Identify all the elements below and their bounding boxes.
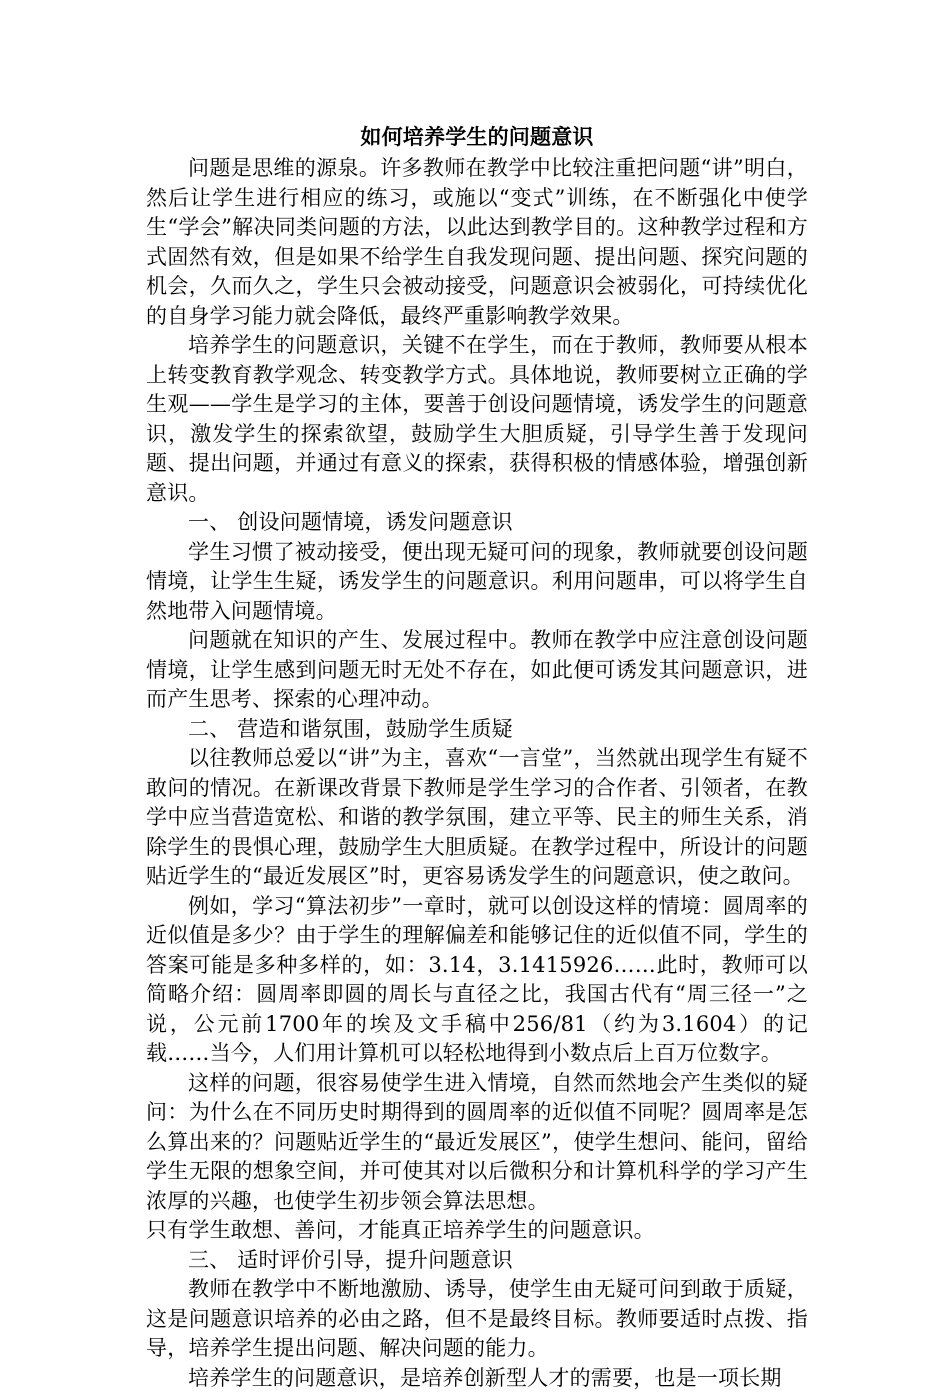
paragraph-section1-b: 问题就在知识的产生、发展过程中。教师在教学中应注意创设问题情境，让学生感到问题无时无处不存在，如此便可诱发其问题意识，进而产生思考、探索的心理冲动。 — [146, 626, 808, 715]
paragraph-section2-summary: 只有学生敢想、善问，才能真正培养学生的问题意识。 — [146, 1216, 808, 1246]
paragraph-section2-example: 例如，学习“算法初步”一章时，就可以创设这样的情境：圆周率的近似值是多少？由于学生的理解偏差和能够记住的近似值不同，学生的答案可能是多种多样的，如：3.14，3.1415926……此时，教师可以简略介绍：圆周率即圆的周长与直径之比，我国古代有“周三径一”之说，公元前1700年的埃及文手稿中256/81（约为3.1604）的记载……当今，人们用计算机可以轻松地得到小数点后上百万位数字。 — [146, 892, 808, 1069]
paragraph-key-point: 培养学生的问题意识，关键不在学生，而在于教师，教师要从根本上转变教育教学观念、转变教学方式。具体地说，教师要树立正确的学生观——学生是学习的主体，要善于创设问题情境，诱发学生的问题意识，激发学生的探索欲望，鼓励学生大胆质疑，引导学生善于发现问题、提出问题，并通过有意义的探索，获得积极的情感体验，增强创新意识。 — [146, 331, 808, 508]
paragraph-section2-c: 这样的问题，很容易使学生进入情境，自然而然地会产生类似的疑问：为什么在不同历史时期得到的圆周率的近似值不同呢？圆周率是怎么算出来的？问题贴近学生的“最近发展区”，使学生想问、能问，留给学生无限的想象空间，并可使其对以后微积分和计算机科学的学习产生浓厚的兴趣，也使学生初步领会算法思想。 — [146, 1069, 808, 1217]
section-heading-3: 三、 适时评价引导，提升问题意识 — [146, 1246, 808, 1276]
paragraph-section1-a: 学生习惯了被动接受，便出现无疑可问的现象，教师就要创设问题情境，让学生生疑，诱发学生的问题意识。利用问题串，可以将学生自然地带入问题情境。 — [146, 538, 808, 627]
section-heading-1: 一、 创设问题情境，诱发问题意识 — [146, 508, 808, 538]
document-body — [146, 118, 808, 1393]
paragraph-intro: 问题是思维的源泉。许多教师在教学中比较注重把问题“讲”明白，然后让学生进行相应的练习，或施以“变式”训练，在不断强化中使学生“学会”解决同类问题的方法，以此达到教学目的。这种教学过程和方式固然有效，但是如果不给学生自我发现问题、提出问题、探究问题的机会，久而久之，学生只会被动接受，问题意识会被弱化，可持续优化的自身学习能力就会降低，最终严重影响教学效果。 — [146, 154, 808, 331]
section-heading-2: 二、 营造和谐氛围，鼓励学生质疑 — [146, 715, 808, 745]
document-title: 如何培养学生的问题意识 — [146, 118, 808, 154]
paragraph-section3-b: 培养学生的问题意识，是培养创新型人才的需要，也是一项长期 — [146, 1364, 808, 1393]
paragraph-section2-a: 以往教师总爱以“讲”为主，喜欢“一言堂”，当然就出现学生有疑不敢问的情况。在新课改背景下教师是学生学习的合作者、引领者，在教学中应当营造宽松、和谐的教学氛围，建立平等、民主的师生关系，消除学生的畏惧心理，鼓励学生大胆质疑。在教学过程中，所设计的问题贴近学生的“最近发展区”时，更容易诱发学生的问题意识，使之敢问。 — [146, 744, 808, 892]
paragraph-section3-a: 教师在教学中不断地激励、诱导，使学生由无疑可问到敢于质疑，这是问题意识培养的必由之路，但不是最终目标。教师要适时点拨、指导，培养学生提出问题、解决问题的能力。 — [146, 1275, 808, 1364]
